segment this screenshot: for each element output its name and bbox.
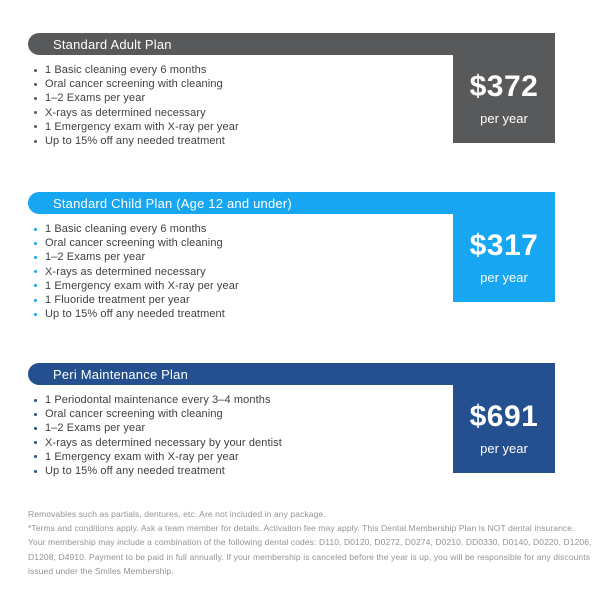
- feature-item: [34, 407, 282, 421]
- disclaimer-line: Your membership may include a combination of the following dental codes: D110, D0120, D0272, D0274, D0210, DD0330, D0140, D0220, D1206,: [28, 537, 592, 548]
- feature-item: [34, 464, 282, 478]
- bullet-icon: [34, 470, 37, 473]
- feature-text: Oral cancer screening with cleaning: [45, 237, 223, 250]
- disclaimer-line: D1208, D4910. Payment to be paid in full annually. If your membership is canceled before the year is up, you will be responsible for any discounts: [28, 551, 591, 562]
- feature-text: 1–2 Exams per year: [45, 92, 146, 105]
- feature-item: [34, 77, 239, 91]
- feature-item: [34, 436, 282, 450]
- bullet-icon: [34, 413, 37, 416]
- plan-card-peri-maintenance: [28, 363, 555, 478]
- feature-text: Oral cancer screening with cleaning: [45, 408, 223, 421]
- feature-list: [34, 393, 282, 478]
- feature-item: [34, 120, 239, 134]
- feature-item: [34, 106, 239, 120]
- price-value: $691: [469, 400, 539, 433]
- feature-text: 1 Emergency exam with X-ray per year: [45, 450, 239, 463]
- plan-title: Peri Maintenance Plan: [53, 366, 188, 382]
- bullet-icon: [34, 83, 37, 86]
- bullet-icon: [34, 313, 37, 316]
- disclaimer-line: Removables such as partials, dentures, etc. Are not included in any package.: [28, 509, 326, 519]
- plan-card-standard-child: [28, 192, 555, 321]
- feature-text: 1–2 Exams per year: [45, 422, 146, 435]
- bullet-icon: [34, 256, 37, 259]
- feature-text: 1 Emergency exam with X-ray per year: [45, 120, 239, 133]
- feature-text: Up to 15% off any needed treatment: [45, 465, 225, 478]
- plan-title: Standard Child Plan (Age 12 and under): [53, 195, 292, 211]
- bullet-icon: [34, 427, 37, 430]
- plan-card-standard-adult: [28, 33, 555, 148]
- bullet-icon: [34, 111, 37, 114]
- feature-item: [34, 421, 282, 435]
- disclaimer: [28, 507, 592, 578]
- feature-text: X-rays as determined necessary: [45, 106, 206, 119]
- feature-item: [34, 250, 239, 264]
- feature-text: 1 Emergency exam with X-ray per year: [45, 279, 239, 292]
- feature-text: 1 Basic cleaning every 6 months: [45, 64, 207, 77]
- bullet-icon: [34, 270, 37, 273]
- feature-item: [34, 450, 282, 464]
- disclaimer-line: *Terms and conditions apply. Ask a team member for details. Activation fee may apply. This Dental Membership Plan is NOT dental insurance.: [28, 523, 575, 534]
- feature-text: Up to 15% off any needed treatment: [45, 135, 225, 148]
- bullet-icon: [34, 125, 37, 128]
- price-period: per year: [480, 441, 528, 456]
- feature-item: [34, 134, 239, 148]
- price-value: $317: [469, 229, 539, 262]
- feature-item: [34, 293, 239, 307]
- feature-text: 1 Periodontal maintenance every 3–4 months: [45, 394, 271, 407]
- price-box: [453, 214, 555, 302]
- feature-item: [34, 265, 239, 279]
- feature-text: 1–2 Exams per year: [45, 251, 146, 264]
- plan-title: Standard Adult Plan: [53, 36, 172, 52]
- bullet-icon: [34, 455, 37, 458]
- plan-header: [28, 33, 555, 55]
- disclaimer-line: issued under the Smiles Membership.: [28, 565, 174, 576]
- plan-header: [28, 363, 555, 385]
- price-period: per year: [480, 270, 528, 285]
- feature-text: X-rays as determined necessary by your dentist: [45, 436, 282, 449]
- feature-item: [34, 307, 239, 321]
- bullet-icon: [34, 228, 37, 231]
- price-box: [453, 385, 555, 473]
- feature-item: [34, 279, 239, 293]
- feature-list: [34, 63, 239, 148]
- feature-text: 1 Basic cleaning every 6 months: [45, 223, 207, 236]
- bullet-icon: [34, 69, 37, 72]
- plan-header: [28, 192, 555, 214]
- price-box: [453, 55, 555, 143]
- feature-text: 1 Fluoride treatment per year: [45, 294, 190, 307]
- feature-item: [34, 222, 239, 236]
- feature-text: X-rays as determined necessary: [45, 265, 206, 278]
- feature-item: [34, 236, 239, 250]
- feature-item: [34, 91, 239, 105]
- bullet-icon: [34, 441, 37, 444]
- feature-item: [34, 393, 282, 407]
- feature-text: Oral cancer screening with cleaning: [45, 78, 223, 91]
- price-value: $372: [469, 70, 539, 103]
- feature-list: [34, 222, 239, 321]
- bullet-icon: [34, 242, 37, 245]
- feature-item: [34, 63, 239, 77]
- bullet-icon: [34, 284, 37, 287]
- price-period: per year: [480, 111, 528, 126]
- bullet-icon: [34, 97, 37, 100]
- feature-text: Up to 15% off any needed treatment: [45, 308, 225, 321]
- bullet-icon: [34, 140, 37, 143]
- bullet-icon: [34, 299, 37, 302]
- bullet-icon: [34, 399, 37, 402]
